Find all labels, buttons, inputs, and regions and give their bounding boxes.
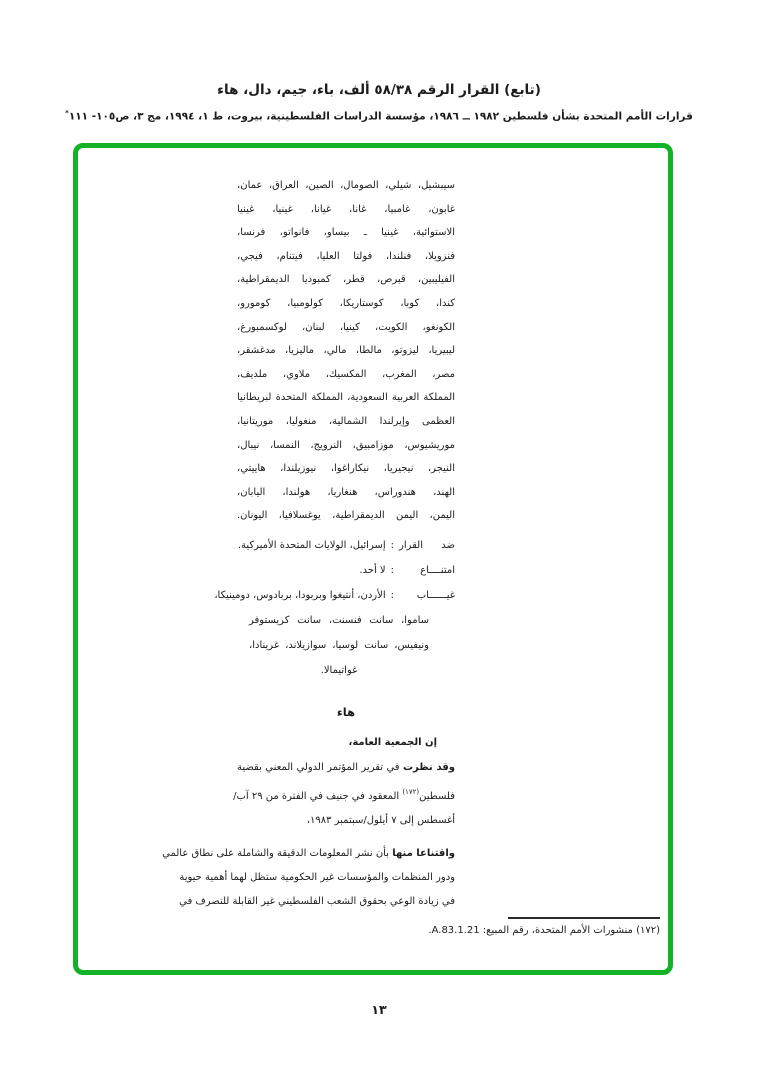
source-citation-text: قرارات الأمم المتحدة بشأن فلسطين ١٩٨٢ ــ ١٩٨٦، مؤسسة الدراسات الفلسطينية، بيروت، ط ١، ١٩٩٤، مج ٣، ص١٠٥- ١١١ bbox=[68, 110, 693, 123]
section-heading: هاء bbox=[336, 704, 356, 719]
vote-absent-label: غيــــــاب bbox=[416, 589, 455, 601]
paragraph-considered-report bbox=[233, 756, 455, 833]
country-list-line: موريشيوس، موزامبيق، النرويج، النمسا، نيبال، bbox=[237, 439, 455, 451]
country-list-line: اليمن، اليمن الديمقراطية، يوغسلافيا، اليونان. bbox=[237, 510, 455, 522]
country-list-line: المملكة العربية السعودية، المملكة المتحدة لبريطانيا bbox=[237, 392, 455, 404]
vote-colon: : bbox=[390, 589, 394, 601]
country-list-line: العظمى وإيرلندا الشمالية، منغوليا، موريتانيا، bbox=[237, 415, 455, 427]
vote-absent-line: ونيفيس، سانت لوسيا، سوازيلاند، غرينادا، bbox=[249, 639, 429, 651]
source-footnote-mark: * bbox=[65, 109, 69, 117]
vote-abstain-label: امتنــــاع bbox=[420, 564, 455, 576]
country-list-line: الهند، هندوراس، هنغاريا، هولندا، اليابان، bbox=[237, 486, 455, 498]
paragraph-text: المعقود في جنيف في الفترة من ٢٩ آب/ bbox=[233, 790, 403, 802]
vote-against-label: ضد القرار bbox=[399, 539, 455, 551]
paragraph-line bbox=[233, 780, 455, 809]
paragraph-text: فلسطين bbox=[419, 790, 455, 802]
vote-abstain-row bbox=[237, 558, 455, 583]
source-citation bbox=[0, 109, 758, 123]
footnote-sales-number: A.83.1.21 bbox=[431, 925, 480, 936]
country-list-line: الاستوائية، غينيا ـ بيساو، فانواتو، فرنسا، bbox=[237, 227, 455, 239]
footnote-marker: (١٧٢) bbox=[636, 925, 660, 936]
vote-absent-content: الأردن، أنتيغوا وبربودا، بربادوس، دومينيكا، bbox=[214, 589, 386, 601]
paragraph-line bbox=[237, 756, 455, 780]
footnote-reference: (١٧٢) bbox=[402, 787, 420, 796]
country-list-line: كندا، كوبا، كوستاريكا، كولومبيا، كومورو، bbox=[237, 297, 455, 309]
country-list bbox=[237, 148, 455, 528]
vote-absent-line: ساموا، سانت فنسنت، سانت كريستوفر bbox=[249, 614, 429, 626]
page-title: (تابع) القرار الرقم ٥٨/٣٨ ألف، باء، جيم، دال، هاء bbox=[217, 82, 541, 98]
footnote-period: . bbox=[428, 925, 432, 936]
footnote-separator-rule bbox=[508, 917, 660, 919]
country-list-line: الفيليبين، قبرص، قطر، كمبوديا الديمقراطية، bbox=[237, 274, 455, 286]
paragraph-line: في زيادة الوعي بحقوق الشعب الفلسطيني غير القابلة للتصرف في bbox=[179, 895, 455, 907]
paragraph-line: ودور المنظمات والمؤسسات غير الحكومية ستظل لهما أهمية حيوية bbox=[179, 871, 455, 883]
country-list-line: غابون، غامبيا، غانا، غيانا، غينيا، غينيا bbox=[237, 203, 455, 215]
footnote bbox=[428, 925, 660, 936]
content-frame bbox=[73, 143, 673, 975]
vote-against-row bbox=[237, 533, 455, 558]
salutation: إن الجمعية العامة، bbox=[348, 736, 437, 748]
paragraph-line: أغسطس إلى ٧ أيلول/سبتمبر ١٩٨٣، bbox=[306, 814, 455, 826]
paragraph-lead: وقد نظرت bbox=[402, 761, 455, 773]
text-column bbox=[162, 148, 455, 914]
footnote-text: منشورات الأمم المتحدة، رقم المبيع: bbox=[479, 925, 637, 936]
country-list-line: سيبشيل، شيلي، الصومال، الصين، العراق، عمان، bbox=[237, 180, 455, 191]
country-list-line: فنزويلا، فنلندا، فولتا العليا، فيتنام، فيجي، bbox=[237, 250, 455, 262]
paragraph-convinced bbox=[162, 842, 455, 914]
vote-absent-line: غواتيمالا. bbox=[320, 664, 358, 676]
vote-abstain-content: لا أحد. bbox=[359, 564, 386, 576]
paragraph-text: بأن نشر المعلومات الدقيقة والشاملة على نطاق عالمي bbox=[162, 847, 393, 859]
paragraph-line bbox=[162, 842, 455, 866]
page-number: ١٣ bbox=[371, 1002, 387, 1017]
paragraph-lead: واقتناعا منها bbox=[392, 847, 455, 859]
vote-absent-row bbox=[214, 583, 455, 608]
country-list-line: مصر، المغرب، المكسيك، ملاوي، ملديف، bbox=[237, 368, 455, 380]
vote-record bbox=[214, 533, 455, 683]
vote-colon: : bbox=[390, 539, 394, 551]
vote-against-content: إسرائيل، الولايات المتحدة الأميركية. bbox=[237, 539, 386, 551]
country-list-line: ليبيريا، ليزوتو، مالطا، مالي، ماليزيا، مدغشقر، bbox=[237, 345, 455, 357]
vote-colon: : bbox=[390, 564, 394, 576]
country-list-line: النيجر، نيجيريا، نيكاراغوا، نيوزيلندا، هاييتي، bbox=[237, 463, 455, 475]
country-list-line: الكونغو، الكويت، كينيا، لبنان، لوكسمبورغ، bbox=[237, 321, 455, 333]
vote-absent-continuation bbox=[249, 608, 429, 683]
paragraph-text: في تقرير المؤتمر الدولي المعني بقضية bbox=[237, 761, 403, 773]
